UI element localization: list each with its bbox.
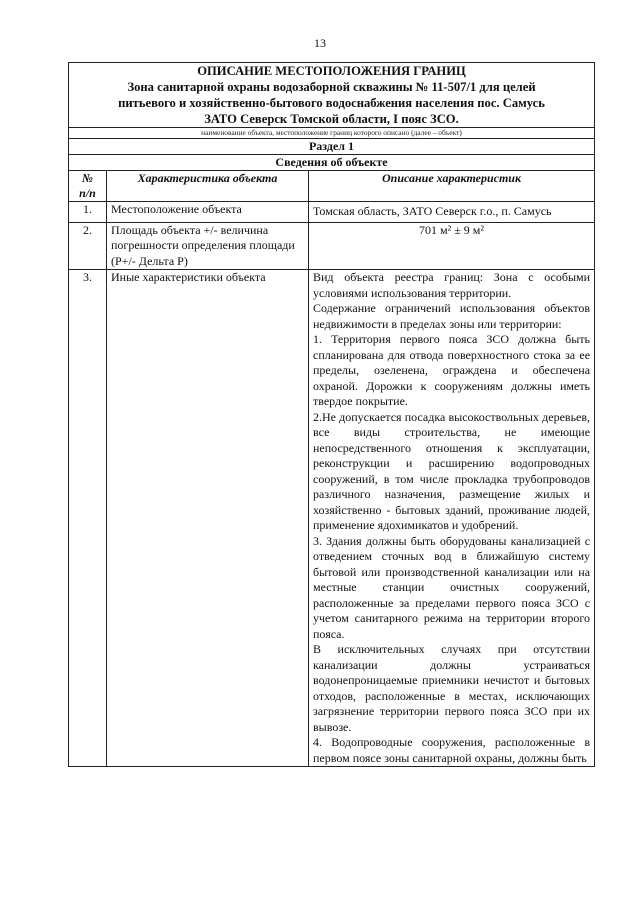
title-line: питьевого и хозяйственно-бытового водоснабжения населения пос. Самусь <box>118 96 545 110</box>
description-paragraph: 2.Не допускается посадка высокоствольных деревьев, все виды строительства, не имеющие непосредственного отношения к эксплуатации, реконструкции и расширению водопроводных сооружений, в том числе прокладка трубопроводов различного назначения, размещение жилых и хозяйственно - бытовых зданий, проживание людей, применение ядохимикатов и удобрений. <box>313 409 591 532</box>
description-paragraph: Содержание ограничений использования объектов недвижимости в пределах зоны или территории: <box>313 301 591 331</box>
subsection-row <box>69 155 595 171</box>
title-line: ЗАТО Северск Томской области, I пояс ЗСО. <box>204 112 459 126</box>
column-header-characteristic: Характеристика объекта <box>107 171 309 202</box>
row-description: Томская область, ЗАТО Северск г.о., п. Самусь <box>309 202 595 223</box>
column-header-row <box>69 171 595 202</box>
section-title: Раздел 1 <box>69 139 595 155</box>
description-paragraph: Вид объекта реестра границ: Зона с особыми условиями использования территории. <box>313 270 591 300</box>
row-characteristic: Площадь объекта +/- величина погрешности определения площади (P+/- Дельта P) <box>107 222 309 270</box>
document-title <box>69 63 595 128</box>
section-subtitle: Сведения об объекте <box>69 155 595 171</box>
row-number: 1. <box>69 202 107 223</box>
description-paragraph: В исключительных случаях при отсутствии канализации должны устраиваться водонепроницаемые приемники нечистот и бытовых отходов, расположенные в местах, исключающих загрязнение территории первого пояса ЗСО при их вывозе. <box>313 642 591 734</box>
number-header-line: п/п <box>79 186 96 200</box>
page-number: 13 <box>314 36 326 50</box>
row-characteristic: Местоположение объекта <box>107 202 309 223</box>
row-description: 701 м² ± 9 м² <box>309 222 595 270</box>
row-number: 2. <box>69 222 107 270</box>
description-paragraph: 3. Здания должны быть оборудованы канализацией с отведением сточных вод в ближайшую систему бытовой или производственной канализации или на местные станции очистных сооружений, расположенные за пределами первого пояса ЗСО с учетом санитарного режима на территории второго пояса. <box>313 533 591 641</box>
number-header-line: № <box>82 171 93 185</box>
row-number: 3. <box>69 270 107 767</box>
row-description <box>309 270 595 767</box>
title-caption: наименование объекта, местоположение границ которого описано (далее – объект) <box>69 128 595 139</box>
column-header-description: Описание характеристик <box>309 171 595 202</box>
title-line: Зона санитарной охраны водозаборной скважины № 11-507/1 для целей <box>127 80 536 94</box>
row-characteristic: Иные характеристики объекта <box>107 270 309 767</box>
table-row <box>69 202 595 223</box>
description-paragraph: 1. Территория первого пояса ЗСО должна быть спланирована для отвода поверхностного стока за ее пределы, озеленена, ограждена и обеспечена охраной. Дорожки к сооружениям должны иметь твердое покрытие. <box>313 332 591 408</box>
table-row <box>69 222 595 270</box>
boundary-description-table <box>68 62 595 767</box>
section-row <box>69 139 595 155</box>
table-row <box>69 270 595 767</box>
column-header-number <box>69 171 107 202</box>
header-row <box>69 63 595 128</box>
title-line: ОПИСАНИЕ МЕСТОПОЛОЖЕНИЯ ГРАНИЦ <box>197 64 466 78</box>
caption-row <box>69 128 595 139</box>
description-paragraph: 4. Водопроводные сооружения, расположенные в первом поясе зоны санитарной охраны, должны быть <box>313 735 591 765</box>
